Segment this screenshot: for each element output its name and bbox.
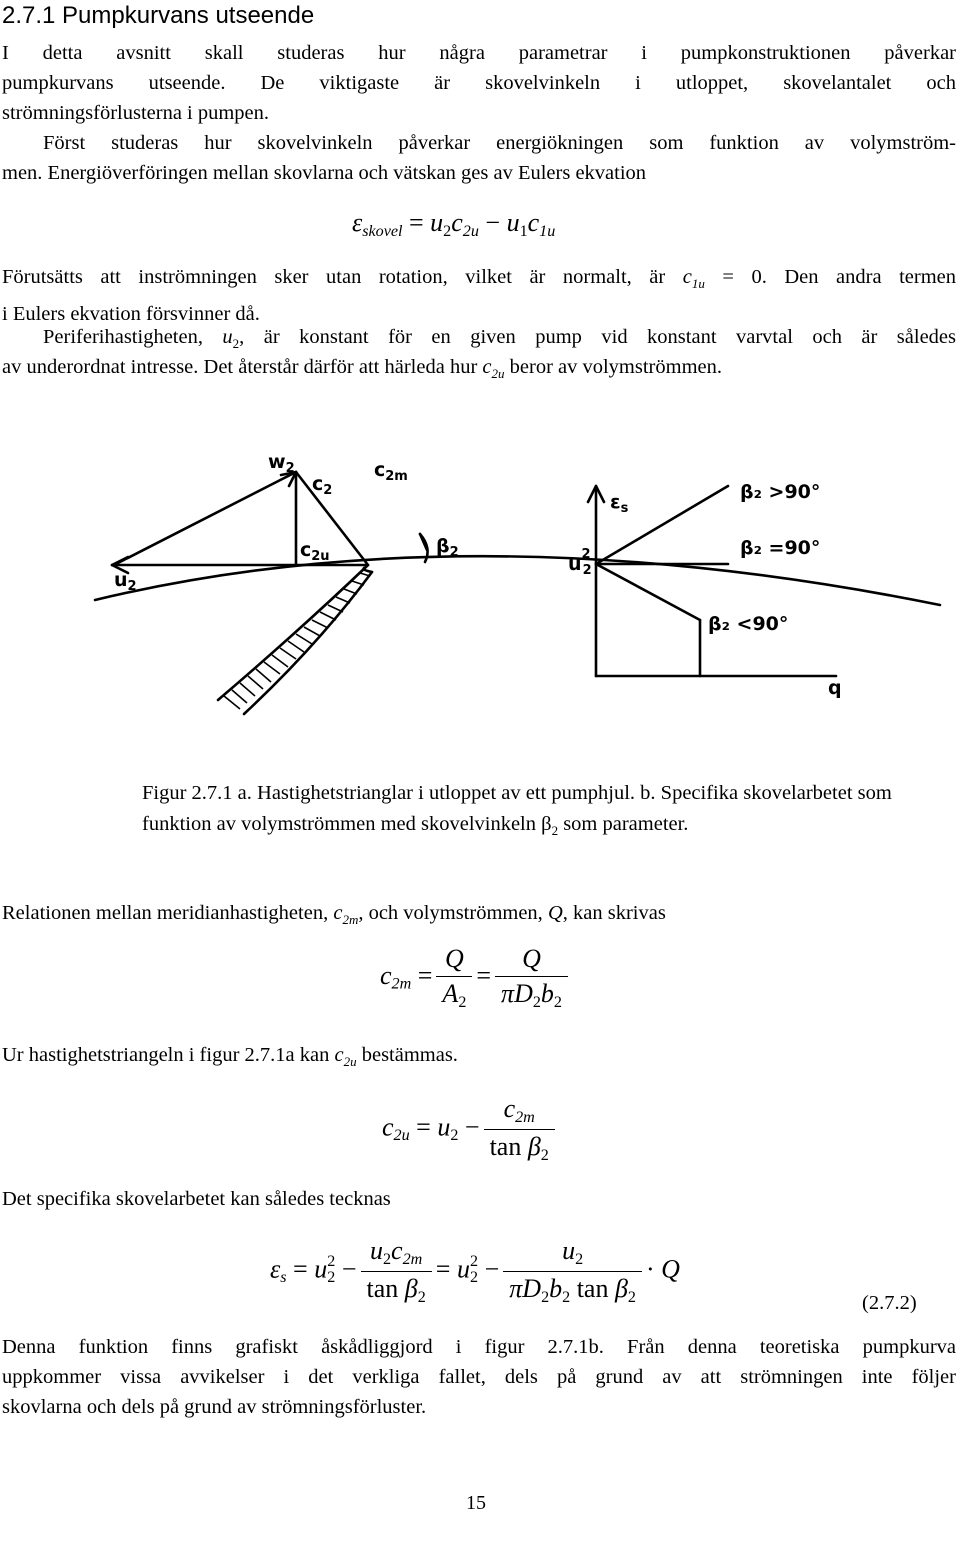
c2-label: $c_2$ — [312, 473, 333, 498]
meridian-equation: $c_{2m}$ = $\frac{Q}{A_2}$ = $\frac{Q}{\pi D_2b_2}$ — [380, 944, 572, 1012]
peripheral-line-2: av underordnat intresse. Det återstår därför att härleda hur $c_{2u}$ beror av volymströmmen. — [2, 356, 722, 382]
intro-line-2: pumpkurvans utseende. De viktigaste är skovelvinkeln i utloppet, skovelantalet och — [2, 72, 956, 94]
velocity-triangle-diagram — [95, 472, 940, 714]
blade-angle-paragraph — [2, 128, 956, 158]
impeller-circle-arc — [95, 556, 940, 605]
intro-paragraph — [2, 38, 956, 128]
euler-equation: $\varepsilon_{skovel} = u_2c_{2u} - u_1c_{1u}$ — [352, 208, 556, 240]
velocity-triangle-figure — [0, 440, 960, 740]
u2-label: $u_2$ — [114, 569, 137, 594]
conclusion-paragraph — [2, 1332, 956, 1422]
assumption-paragraph — [2, 262, 956, 329]
blade-angle-line-1: Först studeras hur skovelvinkeln påverkar energiökningen som funktion av volymström- — [43, 132, 956, 154]
blade-angle-line-2: men. Energiöverföringen mellan skovlarna och vätskan ges av Eulers ekvation — [2, 162, 647, 184]
figure-caption — [142, 778, 942, 846]
caption-line-2: funktion av volymströmmen med skovelvinkeln $\beta_2$ som parameter. — [142, 813, 689, 839]
conclusion-line-3: skovlarna och dels på grund av strömningsförluster. — [2, 1396, 427, 1418]
page-number: 15 — [466, 1492, 486, 1514]
beta-eq-90-label: β₂ =90° — [740, 537, 821, 559]
c2-vector — [114, 472, 296, 565]
meridian-paragraph — [2, 898, 956, 935]
meridian-line: Relationen mellan meridianhastigheten, $c_{2m}$, och volymströmmen, Q, kan skrivas — [2, 902, 666, 928]
beta-gt-90-label: β₂ >90° — [740, 481, 821, 503]
blade-hatching — [224, 573, 370, 709]
c2m-label: $c_{2m}$ — [374, 459, 408, 484]
specific-work-paragraph — [2, 1184, 956, 1214]
conclusion-line-2: uppkommer vissa avvikelser i det verkliga fallet, dels på grund av att strömningen inte följer — [2, 1366, 956, 1388]
specific-work-equation: $\varepsilon_s = u_2^2$ − $\frac{u_2c_{2m}}{\tan \beta_2}$ = $u_2^2$ − $\frac{u_2}{\pi D_2b_2 \tan \beta_2}$ · Q — [270, 1236, 680, 1306]
blade-back-edge — [244, 572, 372, 714]
section-heading: 2.7.1 Pumpkurvans utseende — [2, 2, 315, 29]
line-beta-lt-90 — [596, 564, 700, 620]
intro-line-1: I detta avsnitt skall studeras hur några parametrar i pumpkonstruktionen påverkar — [2, 42, 956, 64]
blade-tip — [364, 568, 372, 572]
specific-work-line: Det specifika skovelarbetet kan således tecknas — [2, 1188, 391, 1210]
euler-intro-paragraph — [2, 158, 956, 188]
beta-lt-90-label: β₂ <90° — [708, 613, 789, 635]
triangle-line: Ur hastighetstriangeln i figur 2.7.1a kan $c_{2u}$ bestämmas. — [2, 1044, 458, 1070]
w2-label: $w_2$ — [268, 451, 295, 476]
c2u-equation: $c_{2u} = u_2$ − $\frac{c_{2m}}{\tan \beta_2}$ — [382, 1094, 559, 1165]
peripheral-speed-paragraph-2 — [2, 352, 956, 389]
caption-line-1: Figur 2.7.1 a. Hastighetstrianglar i utloppet av ett pumphjul. b. Specifika skovelarbetet som — [142, 782, 892, 804]
triangle-paragraph — [2, 1040, 956, 1077]
equation-number: (2.7.2) — [862, 1292, 917, 1314]
u2-squared-label: $u^2$ 2 — [568, 547, 592, 578]
c2u-label: $c_{2u}$ — [300, 539, 330, 564]
q-label: q — [828, 677, 842, 699]
peripheral-line-1: Periferihastigheten, $u_2$, är konstant för en given pump vid konstant varvtal och är således — [43, 326, 956, 352]
beta2-label: $\beta_2$ — [436, 535, 459, 560]
conclusion-line-1: Denna funktion finns grafiskt åskådliggjord i figur 2.7.1b. Från denna teoretiska pumpkurva — [2, 1336, 956, 1358]
assumption-line-2: i Eulers ekvation försvinner då. — [2, 303, 260, 326]
blade-front-edge — [218, 565, 368, 700]
intro-line-3: strömningsförlusterna i pumpen. — [2, 102, 270, 124]
eps-s-label: $\varepsilon_s$ — [610, 491, 629, 516]
assumption-line-1: Förutsätts att inströmningen sker utan rotation, vilket är normalt, är $c_{1u} = 0$. Den andra termen — [2, 266, 957, 292]
